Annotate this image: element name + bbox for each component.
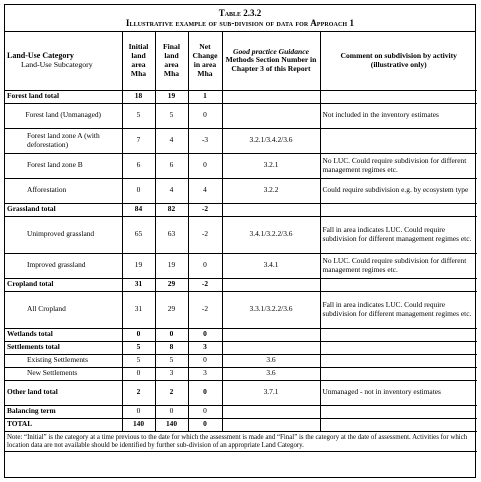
header-gpg bbox=[222, 32, 320, 90]
cell-category-name: Settlements total bbox=[5, 341, 122, 354]
cell-category-name: Other land total bbox=[5, 380, 122, 405]
cell-comment: No LUC. Could require subdivision for different management regimes etc. bbox=[320, 153, 477, 178]
cell-net-change: -2 bbox=[188, 291, 222, 328]
cell-comment bbox=[320, 328, 477, 341]
cell-initial-area: 5 bbox=[122, 354, 155, 367]
cell-gpg-section: 3.2.1/3.4.2/3.6 bbox=[222, 128, 320, 153]
cell-gpg-section: 3.4.1 bbox=[222, 253, 320, 278]
table-note: Note: “Initial” is the category at a time previous to the date for which the assessment is made and “Final” is the category at the date of assessment. Activities for which location data are not available should be identified by further sub-division of an appropriate Land Category. bbox=[5, 431, 477, 451]
cell-comment bbox=[320, 341, 477, 354]
header-initial: Initial land area Mha bbox=[122, 32, 155, 90]
cell-comment bbox=[320, 367, 477, 380]
cell-net-change: 4 bbox=[188, 178, 222, 203]
cell-comment: Could require subdivision e.g. by ecosystem type bbox=[320, 178, 477, 203]
cell-category-name: Balancing term bbox=[5, 405, 122, 418]
cell-final-area: 29 bbox=[155, 291, 188, 328]
cell-gpg-section bbox=[222, 328, 320, 341]
cell-category-name: Wetlands total bbox=[5, 328, 122, 341]
cell-category-name: TOTAL bbox=[5, 418, 122, 431]
cell-final-area: 0 bbox=[155, 328, 188, 341]
cell-initial-area: 140 bbox=[122, 418, 155, 431]
cell-gpg-section: 3.7.1 bbox=[222, 380, 320, 405]
cell-gpg-section: 3.4.1/3.2.2/3.6 bbox=[222, 216, 320, 253]
cell-net-change: 0 bbox=[188, 418, 222, 431]
cell-comment bbox=[320, 418, 477, 431]
subcategory-row bbox=[5, 253, 477, 278]
note-row bbox=[5, 431, 477, 451]
category-row bbox=[5, 405, 477, 418]
table-number: Table 2.3.2 bbox=[218, 8, 262, 18]
cell-comment: Fall in area indicates LUC. Could require subdivision for different management regimes etc. bbox=[320, 291, 477, 328]
cell-gpg-section bbox=[222, 203, 320, 216]
cell-category-name: New Settlements bbox=[5, 367, 122, 380]
cell-initial-area: 31 bbox=[122, 291, 155, 328]
subcategory-row bbox=[5, 103, 477, 128]
cell-initial-area: 0 bbox=[122, 405, 155, 418]
cell-initial-area: 5 bbox=[122, 341, 155, 354]
cell-category-name: Unimproved grassland bbox=[5, 216, 122, 253]
cell-net-change: 0 bbox=[188, 253, 222, 278]
subcategory-row bbox=[5, 178, 477, 203]
cell-initial-area: 31 bbox=[122, 278, 155, 291]
cell-gpg-section: 3.6 bbox=[222, 354, 320, 367]
cell-comment: Fall in area indicates LUC. Could require subdivision for different management regimes etc. bbox=[320, 216, 477, 253]
cell-initial-area: 7 bbox=[122, 128, 155, 153]
cell-net-change: 0 bbox=[188, 380, 222, 405]
cell-gpg-section: 3.2.1 bbox=[222, 153, 320, 178]
subcategory-row bbox=[5, 367, 477, 380]
cell-category-name: Forest land zone A (with deforestation) bbox=[5, 128, 122, 153]
cell-final-area: 82 bbox=[155, 203, 188, 216]
header-comment: Comment on subdivision by activity (illustrative only) bbox=[320, 32, 477, 90]
subcategory-row bbox=[5, 354, 477, 367]
cell-final-area: 63 bbox=[155, 216, 188, 253]
cell-initial-area: 0 bbox=[122, 367, 155, 380]
category-row bbox=[5, 90, 477, 103]
cell-initial-area: 65 bbox=[122, 216, 155, 253]
cell-comment bbox=[320, 354, 477, 367]
cell-category-name: Improved grassland bbox=[5, 253, 122, 278]
cell-net-change: -3 bbox=[188, 128, 222, 153]
cell-final-area: 19 bbox=[155, 253, 188, 278]
subcategory-row bbox=[5, 216, 477, 253]
cell-initial-area: 6 bbox=[122, 153, 155, 178]
cell-net-change: 3 bbox=[188, 341, 222, 354]
header-category-sub: Land-Use Subcategory bbox=[21, 59, 93, 69]
cell-net-change: -2 bbox=[188, 216, 222, 253]
cell-comment bbox=[320, 203, 477, 216]
category-row bbox=[5, 278, 477, 291]
cell-net-change: 0 bbox=[188, 153, 222, 178]
category-row bbox=[5, 328, 477, 341]
cell-comment bbox=[320, 128, 477, 153]
cell-initial-area: 2 bbox=[122, 380, 155, 405]
cell-initial-area: 5 bbox=[122, 103, 155, 128]
category-row bbox=[5, 341, 477, 354]
cell-final-area: 140 bbox=[155, 418, 188, 431]
cell-final-area: 3 bbox=[155, 367, 188, 380]
cell-final-area: 0 bbox=[155, 405, 188, 418]
cell-category-name: Afforestation bbox=[5, 178, 122, 203]
header-gpg-rest: Methods Section Number in Chapter 3 of this Report bbox=[225, 55, 317, 74]
category-row bbox=[5, 380, 477, 405]
cell-initial-area: 0 bbox=[122, 178, 155, 203]
cell-comment: No LUC. Could require subdivision for different management regimes etc. bbox=[320, 253, 477, 278]
subcategory-row bbox=[5, 153, 477, 178]
cell-category-name: Forest land total bbox=[5, 90, 122, 103]
cell-final-area: 19 bbox=[155, 90, 188, 103]
cell-final-area: 5 bbox=[155, 103, 188, 128]
cell-category-name: Cropland total bbox=[5, 278, 122, 291]
cell-final-area: 4 bbox=[155, 178, 188, 203]
cell-gpg-section bbox=[222, 103, 320, 128]
cell-category-name: All Cropland bbox=[5, 291, 122, 328]
cell-gpg-section bbox=[222, 90, 320, 103]
cell-gpg-section: 3.6 bbox=[222, 367, 320, 380]
cell-final-area: 5 bbox=[155, 354, 188, 367]
header-row bbox=[5, 32, 477, 90]
header-gpg-italic: Good practice Guidance bbox=[233, 46, 309, 56]
table-title bbox=[5, 5, 475, 32]
cell-net-change: -2 bbox=[188, 203, 222, 216]
cell-gpg-section bbox=[222, 341, 320, 354]
cell-initial-area: 0 bbox=[122, 328, 155, 341]
cell-net-change: 0 bbox=[188, 103, 222, 128]
cell-category-name: Grassland total bbox=[5, 203, 122, 216]
table-frame bbox=[4, 4, 476, 478]
cell-net-change: 1 bbox=[188, 90, 222, 103]
cell-final-area: 8 bbox=[155, 341, 188, 354]
header-category-main: Land-Use Category bbox=[7, 50, 74, 60]
cell-final-area: 2 bbox=[155, 380, 188, 405]
cell-gpg-section: 3.3.1/3.2.2/3.6 bbox=[222, 291, 320, 328]
cell-comment bbox=[320, 405, 477, 418]
cell-net-change: -2 bbox=[188, 278, 222, 291]
cell-category-name: Forest land (Unmanaged) bbox=[5, 103, 122, 128]
cell-comment bbox=[320, 90, 477, 103]
subcategory-row bbox=[5, 128, 477, 153]
cell-gpg-section bbox=[222, 418, 320, 431]
cell-initial-area: 19 bbox=[122, 253, 155, 278]
cell-net-change: 0 bbox=[188, 328, 222, 341]
cell-gpg-section bbox=[222, 278, 320, 291]
cell-initial-area: 18 bbox=[122, 90, 155, 103]
header-final: Final land area Mha bbox=[155, 32, 188, 90]
cell-comment bbox=[320, 278, 477, 291]
cell-net-change: 0 bbox=[188, 405, 222, 418]
category-row bbox=[5, 203, 477, 216]
cell-gpg-section bbox=[222, 405, 320, 418]
cell-gpg-section: 3.2.2 bbox=[222, 178, 320, 203]
cell-final-area: 4 bbox=[155, 128, 188, 153]
subcategory-row bbox=[5, 291, 477, 328]
cell-final-area: 6 bbox=[155, 153, 188, 178]
cell-category-name: Existing Settlements bbox=[5, 354, 122, 367]
cell-net-change: 3 bbox=[188, 367, 222, 380]
cell-final-area: 29 bbox=[155, 278, 188, 291]
cell-comment: Unmanaged - not in inventory estimates bbox=[320, 380, 477, 405]
data-table bbox=[5, 32, 477, 452]
header-category bbox=[5, 32, 122, 90]
cell-net-change: 0 bbox=[188, 354, 222, 367]
cell-category-name: Forest land zone B bbox=[5, 153, 122, 178]
category-row bbox=[5, 418, 477, 431]
cell-initial-area: 84 bbox=[122, 203, 155, 216]
table-caption: Illustrative example of sub-division of data for Approach 1 bbox=[125, 18, 355, 28]
header-net-change: Net Change in area Mha bbox=[188, 32, 222, 90]
cell-comment: Not included in the inventory estimates bbox=[320, 103, 477, 128]
